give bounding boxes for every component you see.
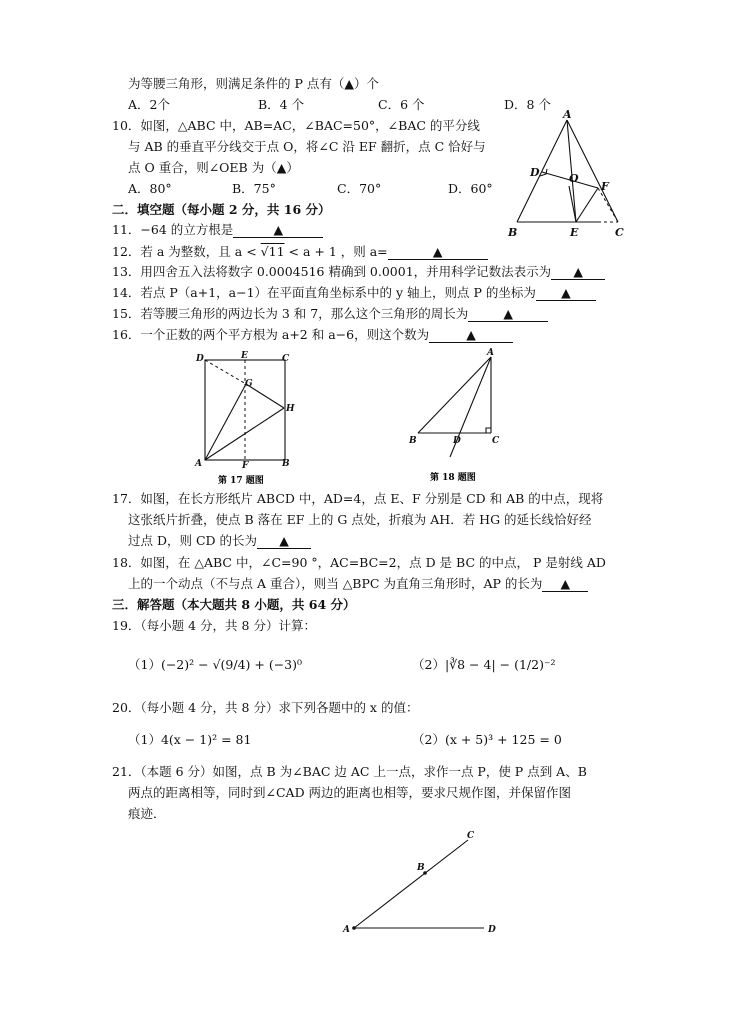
q12: 12．若 a 为整数，且 a < √11 < a + 1 ，则 a= ▲: [112, 244, 488, 260]
q17-blank: ▲: [257, 534, 311, 549]
q21-figure: [338, 826, 508, 938]
fig17-caption: 第 17 题图: [218, 476, 264, 486]
q10-label-d: D: [530, 166, 540, 179]
q21-line1: 21．（本题 6 分）如图，点 B 为∠BAC 边 AC 上一点，求作一点 P，使 P 点到 A、B: [112, 764, 587, 779]
q13: 13．用四舍五入法将数字 0.0004516 精确到 0.0001，并用科学记数法表示为 ▲: [112, 264, 605, 280]
q19-part1: （1）(−2)² − √(9/4) + (−3)⁰: [128, 657, 303, 672]
fig17-label-d: D: [196, 354, 204, 364]
q16: 16．一个正数的两个平方根为 a+2 和 a−6，则这个数为 ▲: [112, 327, 513, 343]
q9-option-c: C．6 个: [378, 97, 425, 112]
q9-option-b: B．4 个: [258, 97, 305, 112]
fig18-caption: 第 18 题图: [430, 473, 476, 483]
q12-blank: ▲: [388, 245, 488, 260]
section3-heading: 三．解答题（本大题共 8 小题，共 64 分）: [112, 597, 356, 612]
q18-line1: 18．如图，在 △ABC 中，∠C=90 °，AC=BC=2，点 D 是 BC 的中点， P 是射线 AD: [112, 555, 606, 570]
q10-figure: [500, 106, 632, 242]
q10-option-c: C．70°: [337, 181, 382, 196]
q10-label-f: F: [601, 180, 609, 193]
q9-line1: 为等腰三角形，则满足条件的 P 点有（▲）个: [128, 76, 379, 91]
q14: 14．若点 P（a+1，a−1）在平面直角坐标系中的 y 轴上，则点 P 的坐标为 ▲: [112, 285, 596, 301]
q17-line2: 这张纸片折叠，使点 B 落在 EF 上的 G 点处，折痕为 AH．若 HG 的延长线恰好经: [128, 512, 592, 527]
q10-option-a: A．80°: [128, 181, 172, 196]
fig17-label-f: F: [242, 461, 249, 471]
q20-part2: （2）(x + 5)³ + 125 = 0: [412, 732, 562, 747]
q10-option-b: B．75°: [232, 181, 276, 196]
fig18-label-d: D: [453, 436, 461, 446]
fig17-label-e: E: [241, 351, 248, 361]
q9-option-a: A．2个: [128, 97, 170, 112]
fig18-label-b: B: [409, 436, 417, 446]
q20-part1-expression: 4(x − 1)² = 81: [160, 732, 252, 747]
q10-label-o: O: [569, 172, 579, 185]
q16-blank: ▲: [429, 328, 513, 343]
q21-label-a: A: [343, 925, 350, 935]
section2-heading: 二．填空题（每小题 2 分，共 16 分）: [112, 202, 331, 217]
q9-option-d: D．8 个: [504, 97, 551, 112]
fig17-label-h: H: [286, 404, 295, 414]
fig17-label-b: B: [282, 459, 290, 469]
q19-title: 19．（每小题 4 分，共 8 分）计算：: [112, 618, 316, 633]
q10-label-e: E: [570, 226, 579, 239]
q19-part2: （2）|∛8 − 4| − (1/2)⁻²: [412, 657, 556, 672]
q21-label-d: D: [488, 925, 496, 935]
q14-blank: ▲: [536, 286, 596, 301]
fig18: [400, 345, 510, 488]
q20-title: 20．（每小题 4 分，共 8 分）求下列各题中的 x 的值：: [112, 700, 419, 715]
q12-radical: √11: [260, 244, 285, 259]
fig17-label-c: C: [282, 354, 290, 364]
fig17-label-a: A: [195, 459, 202, 469]
q15: 15．若等腰三角形的两边长为 3 和 7，那么这个三角形的周长为 ▲: [112, 306, 548, 322]
q13-blank: ▲: [551, 265, 605, 280]
q10-label-c: C: [615, 226, 624, 239]
q17-line1: 17．如图，在长方形纸片 ABCD 中，AD=4，点 E、F 分别是 CD 和 AB 的中点，现将: [112, 491, 604, 506]
q11: 11．−64 的立方根是 ▲: [112, 222, 323, 238]
q19-part1-expression: (−2)² − √(9/4) + (−3)⁰: [160, 657, 303, 672]
fig18-label-a: A: [487, 348, 494, 358]
q11-blank: ▲: [233, 223, 323, 238]
q17-line3: 过点 D，则 CD 的长为 ▲: [128, 533, 311, 549]
fig18-label-c: C: [492, 436, 500, 446]
q21-label-c: C: [467, 831, 475, 841]
q20-part2-expression: (x + 5)³ + 125 = 0: [444, 732, 562, 747]
q18-blank: ▲: [542, 577, 588, 592]
q10-line2: 与 AB 的垂直平分线交于点 O，将∠C 沿 EF 翻折，点 C 恰好与: [128, 139, 486, 154]
q19-part2-expression: |∛8 − 4| − (1/2)⁻²: [444, 657, 556, 672]
q10-line1: 10．如图，△ABC 中，AB=AC，∠BAC=50°，∠BAC 的平分线: [112, 118, 480, 133]
q18-line2: 上的一个动点（不与点 A 重合），则当 △BPC 为直角三角形时，AP 的长为 ▲: [128, 576, 588, 592]
q21-line2: 两点的距离相等，同时到∠CAD 两边的距离也相等，要求尺规作图，并保留作图: [128, 785, 572, 800]
q20-part1: （1）4(x − 1)² = 81: [128, 732, 252, 747]
fig17: [190, 348, 302, 488]
fig17-label-g: G: [245, 379, 253, 389]
q10-line3: 点 O 重合，则∠OEB 为（▲）: [128, 160, 299, 175]
q10-label-a: A: [563, 108, 572, 121]
q15-blank: ▲: [468, 307, 548, 322]
q10-option-d: D．60°: [448, 181, 493, 196]
q10-label-b: B: [508, 226, 518, 239]
q21-label-b: B: [417, 863, 425, 873]
q21-line3: 痕迹．: [128, 806, 166, 821]
